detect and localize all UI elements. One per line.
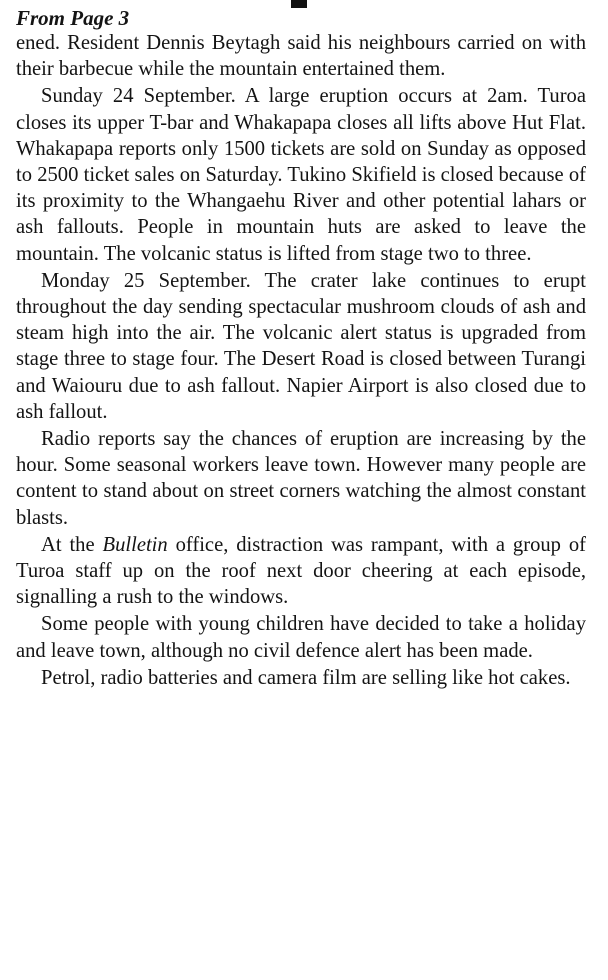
continuation-kicker: From Page 3 [16,6,130,30]
article-column [16,6,586,691]
paragraph-young-children: Some people with young children have decided to take a holiday and leave town, although no civil defence alert has been made. [16,613,586,662]
paragraph-bulletin-office [16,532,586,611]
paragraph-monday: Monday 25 September. The crater lake continues to erupt throughout the day sending spectacular mushroom clouds of ash and steam high into the air. The volcanic alert status is upgraded from stage three to stage four. The Desert Road is closed between Turangi and Waiouru due to ash fallout. Napier Airport is also closed due to ash fallout. [16,269,586,423]
bulletin-emphasis: Bulletin [102,533,168,556]
bulletin-text-after: office, distraction was rampant, with a group of Turoa staff up on the roof next door cheering at each episode, signalling a rush to the windows. [16,533,586,609]
paragraph-continued: ened. Resident Dennis Beytagh said his neighbours carried on with their barbecue while the mountain entertained them. [16,32,586,81]
paragraph-sunday: Sunday 24 September. A large eruption occurs at 2am. Turoa closes its upper T-bar and Whakapapa closes all lifts above Hut Flat. Whakapapa reports only 1500 tickets are sold on Sunday as opposed to 2500 ticket sales on Saturday. Tukino Skifield is closed because of its proximity to the Whangaehu River and other potential lahars or ash fallouts. People in mountain huts are asked to leave the mountain. The volcanic status is lifted from stage two to three. [16,85,586,265]
paragraph-radio-reports: Radio reports say the chances of eruption are increasing by the hour. Some seasonal workers leave town. However many people are content to stand about on street corners watching the almost constant blasts. [16,428,586,529]
bulletin-text-before: At the [41,533,103,556]
paragraph-petrol: Petrol, radio batteries and camera film are selling like hot cakes. [41,666,571,689]
